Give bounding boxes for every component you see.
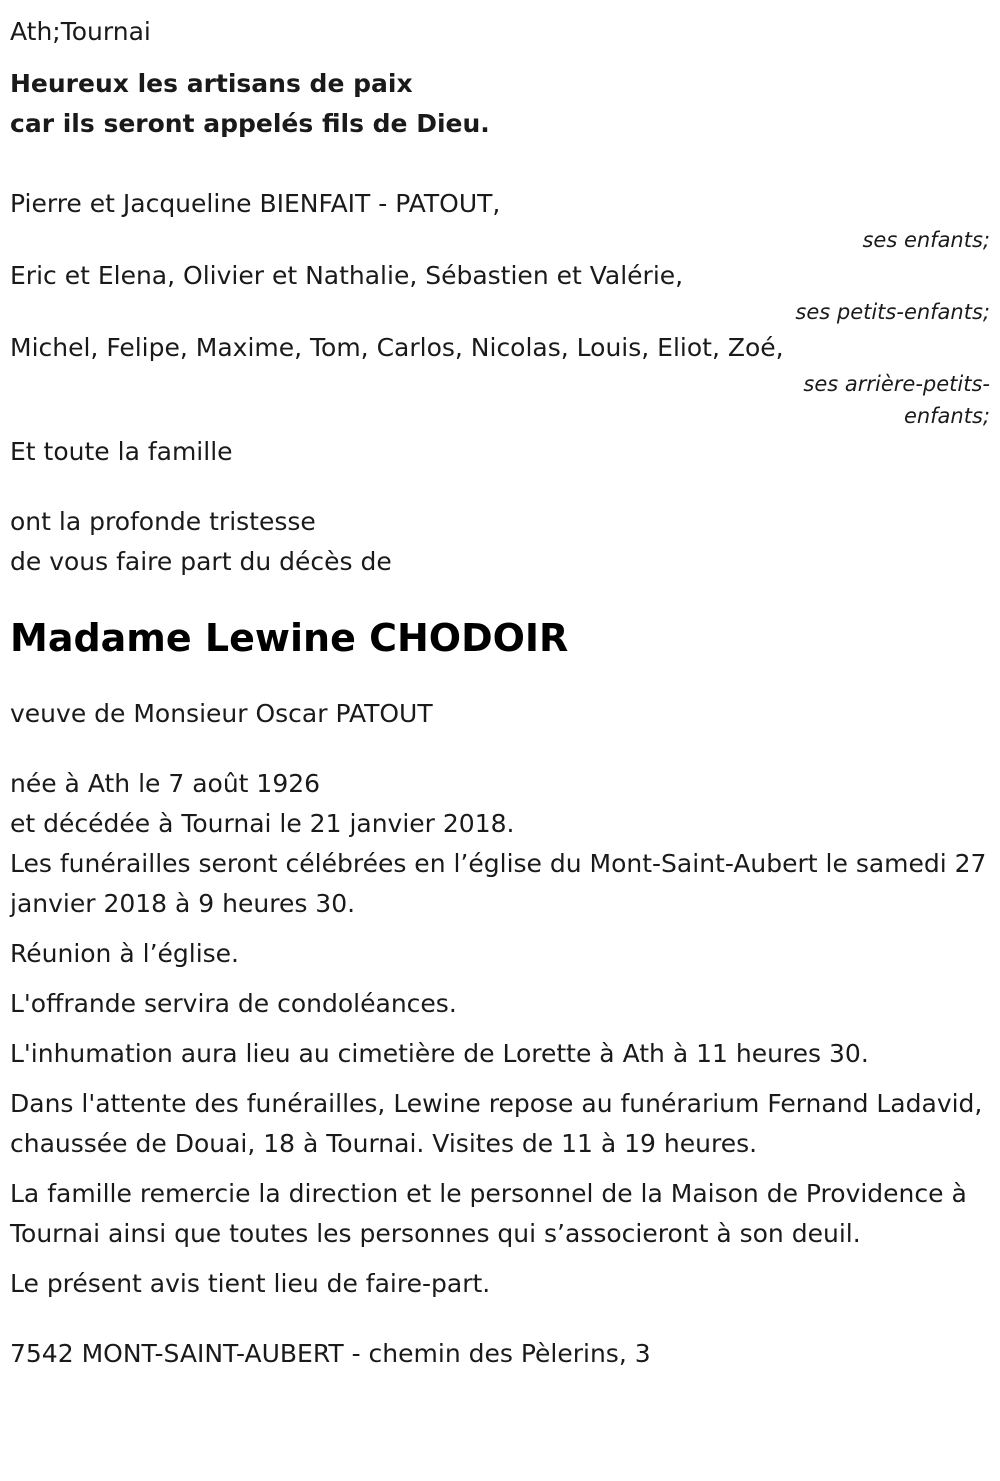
detail-paragraph: L'inhumation aura lieu au cimetière de Lorette à Ath à 11 heures 30.	[10, 1039, 869, 1068]
announcement-line-2: de vous faire part du décès de	[10, 547, 392, 576]
scripture-line-1: Heureux les artisans de paix	[10, 69, 413, 98]
detail-paragraph: Le présent avis tient lieu de faire-part.	[10, 1269, 491, 1298]
spacer	[10, 144, 990, 184]
deceased-name: Madame Lewine CHODOIR	[10, 616, 569, 660]
detail-paragraph: Réunion à l’église.	[10, 939, 240, 968]
relative-entry	[10, 256, 990, 328]
relative-names: Eric et Elena, Olivier et Nathalie, Sébastien et Valérie,	[10, 261, 684, 290]
spacer	[10, 664, 990, 694]
spacer	[10, 734, 990, 764]
spouse-line: veuve de Monsieur Oscar PATOUT	[10, 699, 433, 728]
detail-paragraph: Dans l'attente des funérailles, Lewine repose au funérarium Fernand Ladavid, chaussée de Douai, 18 à Tournai. Visites de 11 à 19 heures.	[10, 1089, 991, 1158]
detail-paragraph: L'offrande servira de condoléances.	[10, 989, 457, 1018]
notice-content	[10, 12, 995, 1374]
address-line: 7542 MONT-SAINT-AUBERT - chemin des Pèlerins, 3	[10, 1339, 651, 1368]
detail-paragraph: La famille remercie la direction et le personnel de la Maison de Providence à Tournai ainsi que toutes les personnes qui s’associeront à son deuil.	[10, 1179, 975, 1248]
relative-relation: ses petits-enfants;	[795, 300, 990, 324]
locations-line: Ath;Tournai	[10, 17, 151, 46]
family-line: Et toute la famille	[10, 437, 233, 466]
relative-names: Pierre et Jacqueline BIENFAIT - PATOUT,	[10, 189, 501, 218]
birth-line: née à Ath le 7 août 1926	[10, 769, 321, 798]
spacer	[10, 1304, 990, 1334]
relative-entry	[10, 184, 990, 256]
relative-relation: ses arrière-petits-enfants;	[803, 372, 990, 428]
spacer	[10, 582, 990, 612]
death-line: et décédée à Tournai le 21 janvier 2018.	[10, 809, 515, 838]
spacer	[10, 472, 990, 502]
relative-relation: ses enfants;	[862, 228, 990, 252]
detail-paragraph: Les funérailles seront célébrées en l’église du Mont-Saint-Aubert le samedi 27 janvier 2018 à 9 heures 30.	[10, 849, 995, 918]
relative-entry	[10, 328, 990, 432]
scripture-line-2: car ils seront appelés fils de Dieu.	[10, 109, 490, 138]
spacer	[10, 52, 990, 64]
announcement-line-1: ont la profonde tristesse	[10, 507, 316, 536]
relative-names: Michel, Felipe, Maxime, Tom, Carlos, Nicolas, Louis, Eliot, Zoé,	[10, 333, 784, 362]
